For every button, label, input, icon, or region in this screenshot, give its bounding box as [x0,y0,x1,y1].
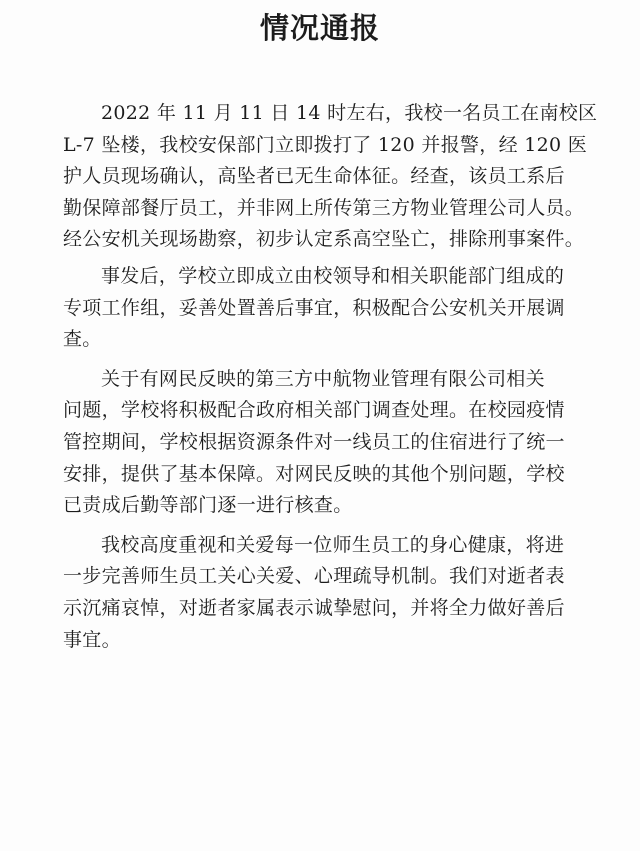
text-line: 我校高度重视和关爱每一位师生员工的身心健康，将进 [101,533,565,556]
document-title: 情况通报 [259,11,380,45]
text-line: 勤保障部餐厅员工，并非网上所传第三方物业管理公司人员。 [63,196,585,219]
document-body [63,98,640,656]
text-line: L-7 坠楼，我校安保部门立即拨打了 120 并报警，经 120 医 [63,133,588,156]
text-line: 示沉痛哀悼，对逝者家属表示诚挚慰问，并将全力做好善后 [63,596,565,619]
text-line: 安排，提供了基本保障。对网民反映的其他个别问题，学校 [63,462,565,485]
text-line: 护人员现场确认，高坠者已无生命体征。经查，该员工系后 [63,165,565,188]
text-line: 事发后，学校立即成立由校领导和相关职能部门组成的 [101,264,565,287]
text-line: 2022 年 11 月 11 日 14 时左右，我校一名员工在南校区 [101,102,598,124]
paragraph-property-company [63,364,640,522]
paragraph-incident [63,98,640,256]
text-line: 经公安机关现场勘察，初步认定系高空坠亡，排除刑事案件。 [63,228,585,251]
paragraph-condolence [63,530,640,656]
text-line: 查。 [63,328,102,351]
text-line: 关于有网民反映的第三方中航物业管理有限公司相关 [101,367,545,390]
text-line: 事宜。 [63,628,121,651]
text-line: 专项工作组，妥善处置善后事宜，积极配合公安机关开展调 [63,296,565,319]
text-line: 一步完善师生员工关心关爱、心理疏导机制。我们对逝者表 [63,565,565,588]
text-line: 问题，学校将积极配合政府相关部门调查处理。在校园疫情 [63,399,565,422]
text-line: 管控期间，学校根据资源条件对一线员工的住宿进行了统一 [63,430,565,453]
text-line: 已责成后勤等部门逐一进行核查。 [63,494,353,517]
paragraph-response [63,261,640,356]
